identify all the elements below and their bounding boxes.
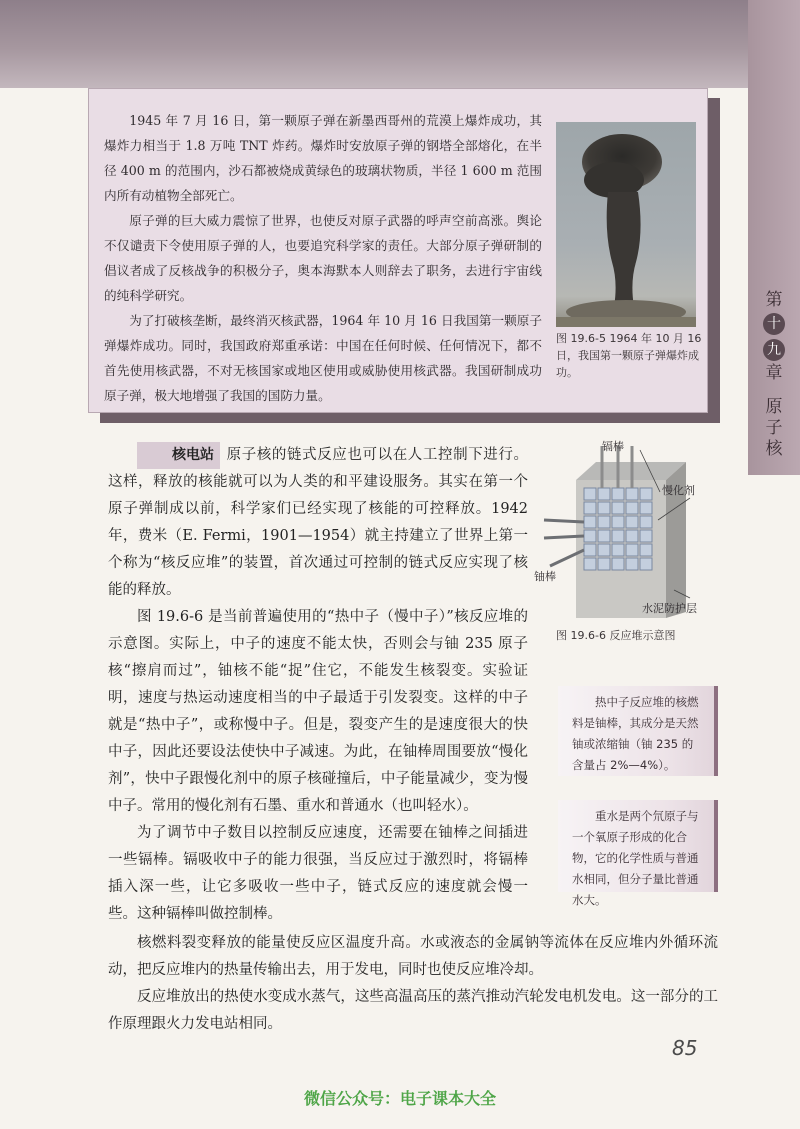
chapter-title-char-2: 子 — [765, 417, 783, 438]
side-note-heavy-water-text: 重水是两个氘原子与一个氧原子形成的化合物，它的化学性质与普通水相同，但分子量比普通水大。 — [572, 809, 699, 907]
main-paragraph-4: 核燃料裂变释放的能量使反应区温度升高。水或液态的金属钠等流体在反应堆内外循环流动，把反应堆内的热量传输出去，用于发电，同时也使反应堆冷却。 — [108, 935, 718, 978]
chapter-number-2: 九 — [763, 339, 785, 361]
story-paragraph-1: 1945 年 7 月 16 日，第一颗原子弹在新墨西哥州的荒漠上爆炸成功，其爆炸力相当于 1.8 万吨 TNT 炸药。爆炸时安放原子弹的钢塔全部熔化，在半径 400 m 的范围内，沙石都被烧成黄绿色的玻璃状物质，半径 1 600 m 范围内所有动植物全部死亡。 — [104, 113, 542, 203]
side-note-fuel — [558, 686, 718, 776]
page-number: 85 — [672, 1036, 698, 1060]
chapter-zhang: 章 — [765, 363, 783, 384]
reactor-core-icon — [540, 440, 730, 620]
chapter-number-1: 十 — [763, 313, 785, 335]
label-moderator: 慢化剂 — [662, 484, 695, 497]
figure-5-caption: 图 19.6-5 1964 年 10 月 16 日，我国第一颗原子弹爆炸成功。 — [556, 332, 702, 379]
main-paragraph-1-text: 原子核的链式反应也可以在人工控制下进行。这样，释放的核能就可以为人类的和平建设服务。其实在第一个原子弹制成以前，科学家们已经实现了核能的可控释放。1942 年，费米（E. Fermi，1901—1954）就主持建立了世界上第一个称为“核反应堆”的装置，首次通过可控制的链式反应实现了核能的释放。 — [108, 447, 528, 598]
chapter-tab-text — [748, 290, 800, 460]
main-paragraph-2: 图 19.6-6 是当前普遍使用的“热中子（慢中子）”核反应堆的示意图。实际上，中子的速度不能太快，否则会与铀 235 原子核“擦肩而过”，铀核不能“捉”住它，不能发生核裂变。实验证明，速度与热运动速度相当的中子最适于引发裂变。这样的中子就是“热中子”，或称慢中子。但是，裂变产生的是速度很大的快中子，因此还要设法使快中子减速。为此，在铀棒周围要放“慢化剂”，快中子跟慢化剂中的原子核碰撞后，中子能量减少，变为慢中子。常用的慢化剂有石墨、重水和普通水（也叫轻水）。 — [108, 609, 528, 814]
main-paragraph-5: 反应堆放出的热使水变成水蒸气，这些高温高压的蒸汽推动汽轮发电机发电。这一部分的工作原理跟火力发电站相同。 — [108, 989, 718, 1032]
main-paragraph-1 — [108, 442, 528, 604]
chapter-title-char-3: 核 — [765, 439, 783, 459]
main-paragraph-3: 为了调节中子数目以控制反应速度，还需要在铀棒之间插进一些镉棒。镉吸收中子的能力很强，当反应过于激烈时，将镉棒插入深一些，让它多吸收一些中子，链式反应的速度就会慢一些。这种镉棒叫做控制棒。 — [108, 825, 528, 922]
header-band — [0, 0, 748, 88]
watermark: 微信公众号：电子课本大全 — [303, 1089, 496, 1108]
chapter-title-char-1: 原 — [765, 396, 783, 417]
side-note-fuel-text: 热中子反应堆的核燃料是铀棒，其成分是天然铀或浓缩铀（铀 235 的含量占 2%—4%）。 — [572, 695, 699, 772]
story-text — [104, 108, 542, 408]
main-text-block — [108, 442, 528, 928]
main-wide-block — [108, 930, 718, 1038]
story-paragraph-3: 为了打破核垄断，最终消灭核武器，1964 年 10 月 16 日我国第一颗原子弹爆炸成功。同时，我国政府郑重承诺：中国在任何时候、任何情况下，都不首先使用核武器，不对无核国家或地区使用或威胁使用核武器。我国研制成功原子弹，极大地增强了我国的国防力量。 — [104, 313, 542, 403]
label-concrete-layer: 水泥防护层 — [642, 602, 697, 615]
label-cadmium-rod: 镉棒 — [602, 440, 624, 453]
chapter-di: 第 — [765, 290, 783, 310]
chapter-side-tab — [748, 0, 800, 475]
reactor-diagram — [534, 440, 730, 620]
story-paragraph-2: 原子弹的巨大威力震惊了世界，也使反对原子武器的呼声空前高涨。舆论不仅谴责下令使用原子弹的人，也要追究科学家的责任。大部分原子弹研制的倡议者成了反核战争的积极分子，奥本海默本人则辞去了职务，去进行宇宙线的纯科学研究。 — [104, 213, 542, 303]
label-uranium-rod: 铀棒 — [534, 570, 556, 583]
figure-6-caption: 图 19.6-6 反应堆示意图 — [556, 629, 676, 642]
section-heading: 核电站 — [137, 442, 220, 469]
side-note-heavy-water — [558, 800, 718, 907]
mushroom-cloud-photo — [556, 122, 696, 327]
mushroom-cloud-icon — [556, 122, 696, 327]
